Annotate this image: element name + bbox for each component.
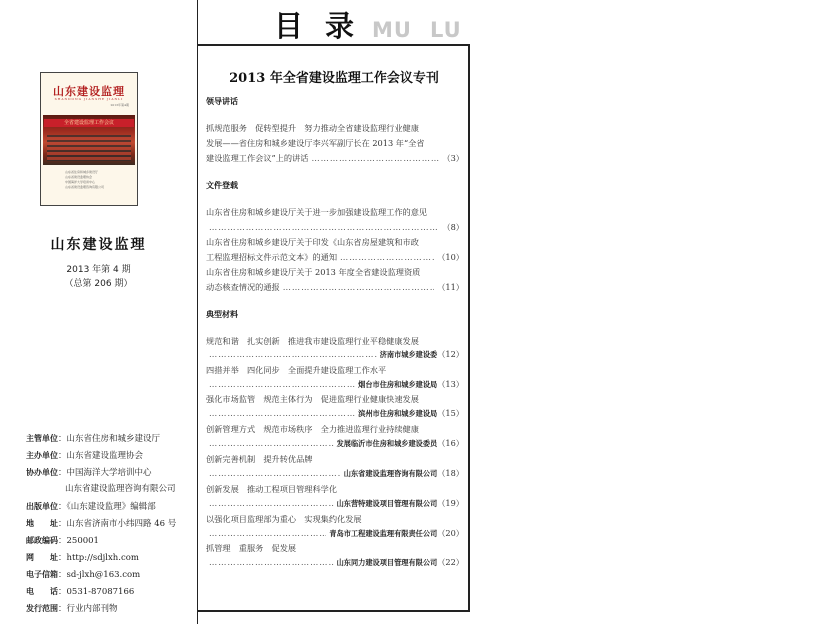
leader-dots — [209, 377, 355, 392]
toc-entry-line[interactable] — [206, 526, 464, 541]
cover-line: 山东省建设监理咨询有限公司 — [65, 185, 105, 189]
toc-entry-line[interactable]: 强化市场监管 规范主体行为 促进监理行业健康快速发展 — [206, 394, 419, 404]
info-value: ：0531-87087166 — [58, 587, 135, 597]
org-name: 青岛市工程建设监理有限责任公司 — [329, 529, 438, 538]
info-value: ：山东省住房和城乡建设厅 — [58, 434, 161, 444]
cover-title: 山东建设监理 — [53, 85, 125, 98]
org-name: 发展临沂市住房和城乡建设委员 — [336, 439, 438, 448]
info-label: 网 址 — [26, 553, 58, 562]
pinyin-lu: LU — [429, 18, 462, 42]
cover-pinyin: SHANDONG JIANSHE JIANLI — [54, 97, 124, 101]
page-number: （12） — [437, 349, 464, 359]
info-label: 地 址 — [26, 519, 58, 528]
info-value: ：http://sdjlxh.com — [58, 553, 139, 563]
info-value: ：山东省建设监理协会 — [58, 451, 144, 461]
section-heading-typical: 典型材料 — [206, 310, 238, 319]
leader-dots — [209, 436, 334, 451]
toc-entry-text: 动态核查情况的通报 — [206, 282, 280, 292]
cover-banner: 全省建设监理工作会议 — [44, 119, 134, 127]
org-name: 滨州市住房和城乡建设局 — [358, 409, 438, 418]
info-row — [26, 583, 196, 600]
leader-dots — [209, 347, 377, 362]
cover-audience — [47, 135, 131, 161]
toc-entry-line[interactable] — [206, 436, 464, 451]
publication-info — [26, 430, 196, 617]
leader-dots — [340, 250, 434, 265]
info-value: ：中国海洋大学培训中心 — [58, 468, 152, 478]
masthead-title: 山东建设监理 — [50, 237, 147, 253]
toc-entry-line[interactable] — [206, 377, 464, 392]
toc-entry-line[interactable] — [206, 151, 464, 166]
pinyin-mu: MU — [372, 18, 412, 42]
page-number: （22） — [437, 557, 464, 567]
info-label: 主管单位 — [26, 434, 58, 443]
cover-publisher-list — [65, 170, 125, 190]
magazine-cover-image — [40, 72, 138, 206]
leader-dots — [209, 466, 341, 481]
toc-entry-line[interactable] — [206, 406, 464, 421]
info-row — [26, 498, 196, 515]
toc-entry-line[interactable]: 规范和谐 扎实创新 推进我市建设监理行业平稳健康发展 — [206, 336, 419, 346]
cover-line: 中国海洋大学培训中心 — [65, 180, 96, 184]
info-label: 电子信箱 — [26, 570, 58, 579]
org-name: 山东同力建设项目管理有限公司 — [336, 558, 438, 567]
info-value: 山东省建设监理咨询有限公司 — [65, 484, 176, 494]
toc-title: 2013 年全省建设监理工作会议专刊 — [229, 71, 439, 86]
leader-dots — [209, 406, 355, 421]
info-row — [26, 600, 196, 617]
toc-entry-line[interactable]: 创新发展 推动工程项目管理科学化 — [206, 484, 338, 494]
info-row — [26, 549, 196, 566]
masthead-issue: 2013 年第 4 期 — [66, 265, 131, 275]
page-number: （19） — [437, 498, 464, 508]
section-heading-documents: 文件登载 — [206, 181, 238, 190]
toc-entry-line[interactable] — [206, 496, 464, 511]
org-name: 山东营特建设项目管理有限公司 — [336, 499, 438, 508]
toc-entry-line[interactable] — [206, 555, 464, 570]
info-row — [26, 430, 196, 447]
page-number: （10） — [437, 252, 464, 262]
page-number: （11） — [437, 282, 464, 292]
toc-entry-text: 建设监理工作会议”上的讲话 — [206, 153, 309, 163]
page-number: （13） — [437, 379, 464, 389]
toc-entry-line[interactable] — [206, 280, 464, 295]
info-label: 出版单位 — [26, 502, 58, 511]
toc-entry-line[interactable]: 抓管理 重服务 促发展 — [206, 543, 297, 553]
page-title: 目录 — [274, 9, 377, 43]
page-number: （15） — [437, 408, 464, 418]
cover-issue: 2013年第4期 — [110, 103, 129, 107]
section-heading-leaders: 领导讲话 — [206, 97, 238, 106]
leader-dots — [209, 526, 326, 541]
toc-entry-line[interactable]: 山东省住房和城乡建设厅关于 2013 年度全省建设监理资质 — [206, 267, 421, 277]
org-name: 烟台市住房和城乡建设局 — [358, 380, 438, 389]
info-row — [26, 481, 196, 498]
page-number: （16） — [437, 438, 464, 448]
info-value: ：山东省济南市小纬四路 46 号 — [58, 519, 177, 529]
masthead-total-issue: （总第 206 期） — [64, 279, 133, 289]
toc-entry-line[interactable] — [206, 250, 464, 265]
info-label: 邮政编码 — [26, 536, 58, 545]
toc-entry-text: 工程监理招标文件示范文本》的通知 — [206, 252, 338, 262]
toc-entry-line[interactable]: 创新完善机制 提升转优品牌 — [206, 454, 313, 464]
toc-entry-line[interactable] — [206, 220, 464, 235]
info-row — [26, 464, 196, 481]
toc-entry-line[interactable]: 山东省住房和城乡建设厅关于印发《山东省房屋建筑和市政 — [206, 237, 419, 247]
toc-entry-line[interactable]: 创新管理方式 规范市场秩序 全力推进监理行业持续健康 — [206, 424, 419, 434]
page-number: （3） — [442, 153, 464, 163]
info-row — [26, 532, 196, 549]
info-label: 协办单位 — [26, 468, 58, 477]
info-value: ：行业内部刊物 — [58, 604, 118, 614]
org-name: 山东省建设监理咨询有限公司 — [343, 469, 438, 478]
info-row — [26, 515, 196, 532]
toc-entry-line[interactable] — [206, 466, 464, 481]
toc-entry-line[interactable]: 山东省住房和城乡建设厅关于进一步加强建设监理工作的意见 — [206, 207, 428, 217]
info-value: ：《山东建设监理》编辑部 — [58, 502, 156, 512]
info-row — [26, 566, 196, 583]
page-number: （18） — [437, 468, 464, 478]
toc-entry-line[interactable] — [206, 347, 464, 362]
leader-dots — [209, 496, 334, 511]
page-number: （8） — [442, 222, 464, 232]
leader-dots — [209, 555, 334, 570]
info-row — [26, 447, 196, 464]
leader-dots — [283, 280, 435, 295]
cover-line: 山东省建设监理协会 — [65, 175, 93, 179]
leader-dots — [311, 151, 439, 166]
info-label: 电 话 — [26, 587, 58, 596]
info-value: ：250001 — [58, 536, 99, 546]
info-label: 发行范围 — [26, 604, 58, 613]
org-name: 济南市城乡建设委 — [379, 350, 438, 359]
toc-entry-line[interactable]: 抓规范服务 促转型提升 努力推动全省建设监理行业健康 — [206, 123, 419, 133]
leader-dots — [209, 220, 439, 235]
info-label: 主办单位 — [26, 451, 58, 460]
page-number: （20） — [437, 528, 464, 538]
page-title-pinyin — [372, 18, 462, 42]
toc-entry-line[interactable]: 发展——省住房和城乡建设厅李兴军副厅长在 2013 年“全省 — [206, 138, 425, 148]
toc-entry-line[interactable]: 四措并举 四化同步 全面提升建设监理工作水平 — [206, 365, 387, 375]
info-value: ：sd-jlxh@163.com — [58, 570, 141, 580]
toc-entry-line[interactable]: 以强化项目监理部为重心 实现集约化发展 — [206, 514, 362, 524]
cover-line: 山东省住房和城乡建设厅 — [65, 170, 99, 174]
